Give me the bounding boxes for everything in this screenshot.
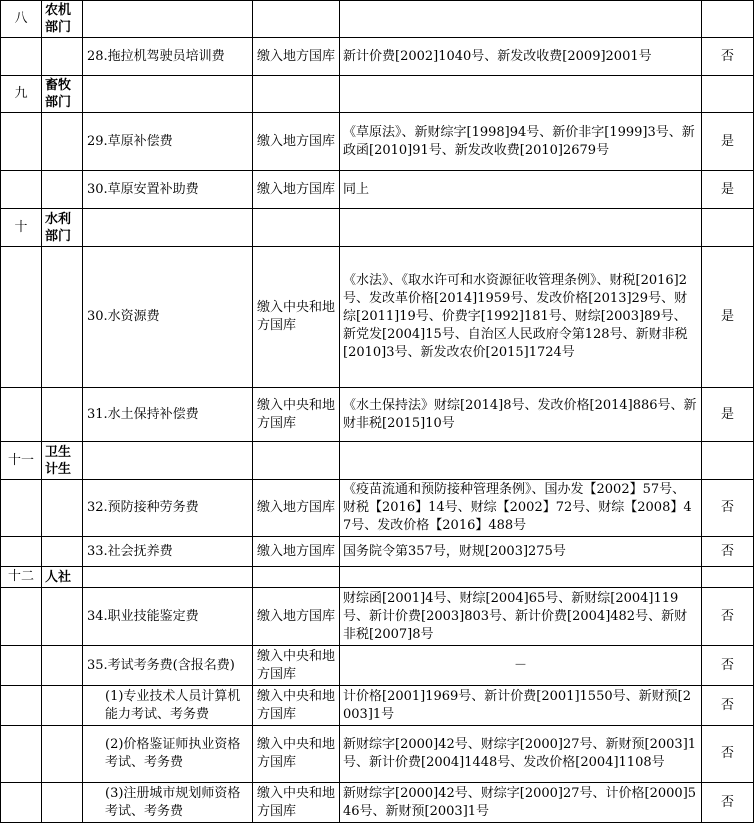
section-number: 十 [1,209,42,247]
fee-name: (1)专业技术人员计算机能力考试、考务费 [83,686,253,726]
fee-basis: 计价格[2001]1969号、新计价费[2001]1550号、新财预[2003]1号 [340,686,702,726]
fee-basis: 《草原法》、新财综字[1998]94号、新价非字[1999]3号、新政函[2010]91号、新发改收费[2010]2679号 [340,113,702,171]
fee-flag: 是 [702,171,754,209]
table-row [1,113,754,171]
department-name: 水利部门 [42,209,83,247]
fee-flag: 否 [702,38,754,76]
fee-flag: 是 [702,247,754,388]
table-row [1,388,754,442]
fee-name: 32.预防接种劳务费 [83,480,253,537]
fee-flag: 否 [702,726,754,783]
department-name: 卫生计生 [42,442,83,480]
fee-flag: 否 [702,537,754,567]
fee-destination: 缴入中央和地方国库 [253,388,340,442]
table-row [1,726,754,783]
table-row [1,171,754,209]
fee-basis: － [340,646,702,686]
table-row [1,686,754,726]
fee-basis: 《水法》、《取水许可和水资源征收管理条例》、财税[2016]2号、发改革价格[2014]1959号、发改价格[2013]29号、财综[2011]19号、价费字[1992]181号、财综[2003]89号、新党发[2004]15号、自治区人民政府令第128号、新财非税[2010]3号、新发改农价[2015]1724号 [340,247,702,388]
section-row [1,567,754,588]
fee-name: (2)价格鉴证师执业资格考试、考务费 [83,726,253,783]
fee-basis: 国务院令第357号，财规[2003]275号 [340,537,702,567]
fee-destination: 缴入地方国库 [253,588,340,646]
section-number: 九 [1,76,42,113]
table-row [1,783,754,823]
fee-destination: 缴入中央和地方国库 [253,726,340,783]
table-row [1,38,754,76]
table-row [1,247,754,388]
fee-destination: 缴入中央和地方国库 [253,783,340,823]
fee-name: 31.水土保持补偿费 [83,388,253,442]
fee-name: 28.拖拉机驾驶员培训费 [83,38,253,76]
fee-basis: 新计价费[2002]1040号、新发改收费[2009]2001号 [340,38,702,76]
fee-basis: 《水土保持法》财综[2014]8号、发改价格[2014]886号、新财非税[2015]10号 [340,388,702,442]
fee-flag: 否 [702,480,754,537]
fee-flag: 否 [702,646,754,686]
fee-destination: 缴入中央和地方国库 [253,646,340,686]
fee-destination: 缴入地方国库 [253,171,340,209]
fee-name: 34.职业技能鉴定费 [83,588,253,646]
table-row [1,646,754,686]
section-number: 八 [1,1,42,38]
section-number: 十二 [1,567,42,588]
fee-basis: 同上 [340,171,702,209]
fee-destination: 缴入地方国库 [253,113,340,171]
fee-name: 35.考试考务费(含报名费) [83,646,253,686]
section-number: 十一 [1,442,42,480]
fee-destination: 缴入中央和地方国库 [253,247,340,388]
fee-flag: 否 [702,588,754,646]
fee-destination: 缴入地方国库 [253,38,340,76]
department-name: 畜牧部门 [42,76,83,113]
table-row [1,588,754,646]
fee-destination: 缴入中央和地方国库 [253,686,340,726]
fee-name: 30.草原安置补助费 [83,171,253,209]
fee-destination: 缴入地方国库 [253,537,340,567]
fee-flag: 否 [702,783,754,823]
section-row [1,442,754,480]
fee-flag: 是 [702,388,754,442]
fee-basis: 新财综字[2000]42号、财综字[2000]27号、计价格[2000]546号、新财预[2003]1号 [340,783,702,823]
table-row [1,537,754,567]
fee-name: 33.社会抚养费 [83,537,253,567]
fee-name: 29.草原补偿费 [83,113,253,171]
fee-flag: 否 [702,686,754,726]
table-row [1,480,754,537]
section-row [1,1,754,38]
section-row [1,76,754,113]
section-row [1,209,754,247]
fee-destination: 缴入地方国库 [253,480,340,537]
fee-name: 30.水资源费 [83,247,253,388]
fee-basis: 新财综字[2000]42号、财综字[2000]27号、新财预[2003]1号、新计价费[2004]1448号、发改价格[2004]1108号 [340,726,702,783]
fee-name: (3)注册城市规划师资格考试、考务费 [83,783,253,823]
fee-basis: 财综函[2001]4号、财综[2004]65号、新财综[2004]119号、新计价费[2003]803号、新计价费[2004]482号、新财非税[2007]8号 [340,588,702,646]
department-name: 人社 [42,567,83,588]
fee-basis: 《疫苗流通和预防接种管理条例》、国办发【2002】57号、财税【2016】14号、财综【2002】72号、财综【2008】47号、发改价格【2016】488号 [340,480,702,537]
department-name: 农机部门 [42,1,83,38]
fee-flag: 是 [702,113,754,171]
